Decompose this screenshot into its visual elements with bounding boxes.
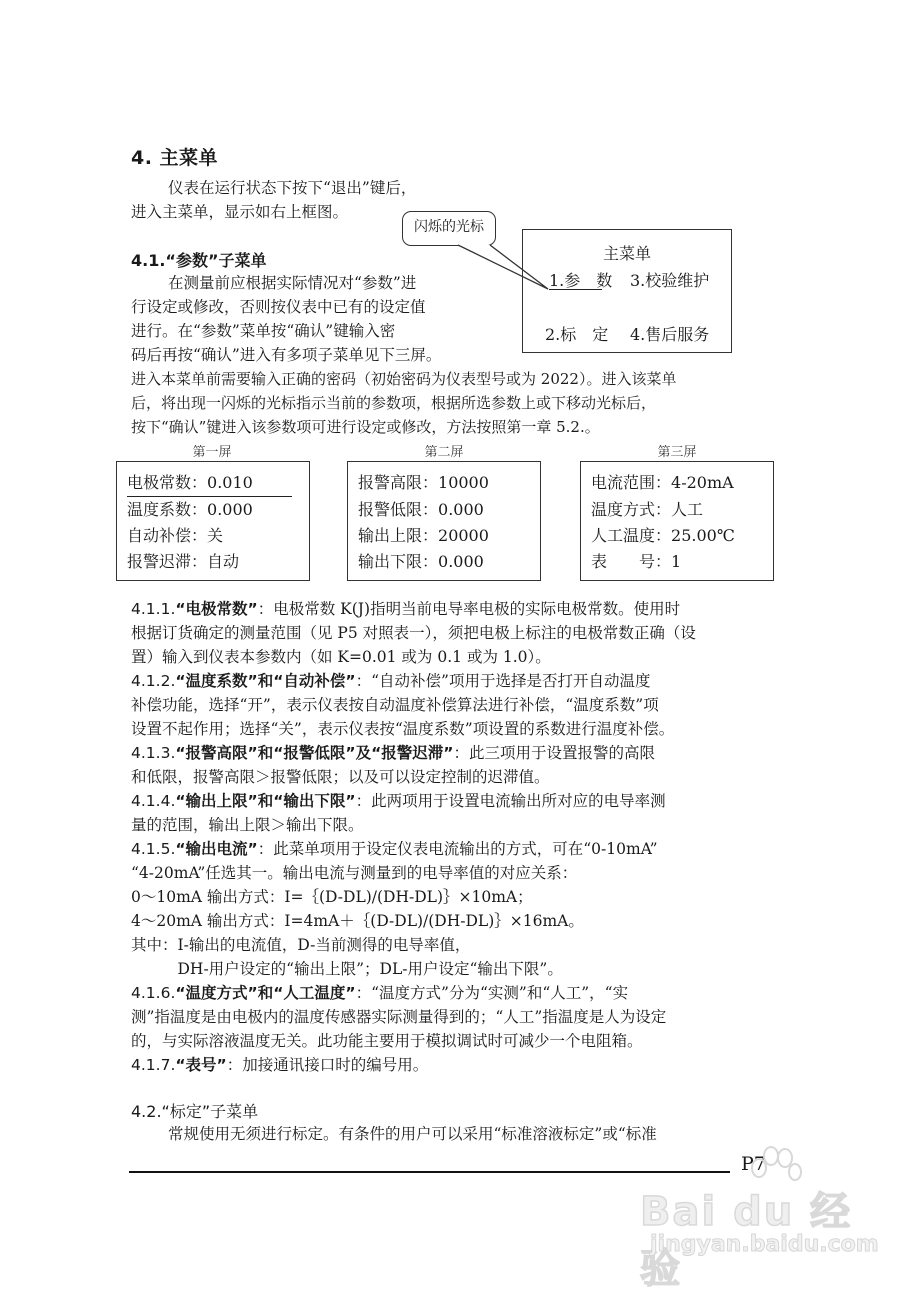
item-number: 4.1.3. (131, 744, 176, 762)
screen-3-box (580, 461, 774, 581)
item-term: “输出电流” (175, 840, 258, 858)
baidu-jingyan-watermark (640, 1180, 879, 1292)
watermark-logo: Bai du 经验 (640, 1189, 853, 1292)
item-text: ：加接通讯接口时的编号用。 (226, 1056, 429, 1074)
section-4-intro-line-2: 进入主菜单，显示如右上框图。 (131, 203, 349, 221)
desc-4-1-5-line: DH-用户设定的“输出上限”；DL-用户设定“输出下限”。 (131, 960, 563, 978)
field-label: 温度系数： (127, 500, 208, 519)
item-term: “温度系数”和“自动补偿” (175, 672, 356, 690)
screen-row (591, 523, 735, 546)
field-value: 10000 (438, 473, 489, 492)
desc-4-1-6-line: 的，与实际溶液温度无关。此功能主要用于模拟调试时可减少一个电阻箱。 (131, 1032, 643, 1050)
main-menu-screen (522, 229, 732, 353)
field-label: 输出上限： (358, 526, 439, 545)
menu-item-parameters[interactable]: 1.参 数 (549, 271, 613, 290)
watermark-url: jingyan.baidu.com (650, 1232, 879, 1257)
formula-0-10ma: 0～10mA 输出方式：I=｛(D-DL)/(DH-DL)｝×10mA； (131, 888, 533, 906)
item-number: 4.1.6. (131, 984, 176, 1002)
item-number: 4.1.2. (131, 672, 176, 690)
field-value: 0.010 (207, 473, 253, 492)
cursor-underline (549, 289, 602, 290)
field-label: 表 号： (591, 552, 672, 571)
section-4-title: 4. 主菜单 (131, 147, 219, 169)
field-value: 自动 (207, 552, 240, 571)
section-4-1-intro-line: 进入本菜单前需要输入正确的密码（初始密码为仪表型号或为 2022）。进入该菜单 (131, 370, 677, 388)
menu-item-calibration-maintenance[interactable]: 3.校验维护 (630, 271, 710, 290)
screen-3-label: 第三屏 (657, 445, 697, 460)
desc-4-1-2-line: 补偿功能，选择“开”，表示仪表按自动温度补偿算法进行补偿，“温度系数”项 (131, 696, 659, 714)
page-number: P7 (741, 1153, 766, 1175)
desc-4-1-6-line-1 (131, 982, 628, 1006)
desc-4-1-7-line-1 (131, 1054, 428, 1078)
screen-row (358, 497, 484, 520)
section-4-1-title: 4.1.“参数”子菜单 (131, 251, 267, 270)
callout-label: 闪烁的光标 (414, 219, 484, 235)
screen-1-box (116, 461, 310, 581)
desc-4-1-1-line: 根据订货确定的测量范围（见 P5 对照表一），须把电极上标注的电极常数正确（设 (131, 624, 696, 642)
item-text: ：“温度方式”分为“实测”和“人工”，“实 (355, 984, 629, 1002)
desc-4-1-3-line: 和低限，报警高限＞报警低限；以及可以设定控制的迟滞值。 (131, 768, 550, 786)
main-menu-title: 主菜单 (602, 244, 651, 263)
item-text: ：电极常数 K(J)指明当前电导率电极的实际电极常数。使用时 (257, 600, 681, 618)
screen-row (591, 549, 681, 572)
desc-4-1-5-line: “4-20mA”任选其一。输出电流与测量到的电导率值的对应关系： (131, 864, 578, 882)
field-value: 0.000 (207, 500, 253, 519)
section-4-2-title: 4.2.“标定”子菜单 (131, 1102, 259, 1121)
screen-row (358, 549, 484, 572)
menu-item-calibrate[interactable]: 2.标 定 (545, 325, 609, 344)
item-number: 4.1.4. (131, 792, 176, 810)
screen-row (127, 549, 239, 572)
field-label: 电极常数： (127, 473, 208, 492)
desc-4-1-4-line: 量的范围，输出上限＞输出下限。 (131, 816, 364, 834)
item-number: 4.1.5. (131, 840, 176, 858)
field-label: 报警低限： (358, 500, 439, 519)
item-number: 4.1.1. (131, 600, 176, 618)
section-4-1-intro-line: 码后再按“确认”进入有多项子菜单见下三屏。 (131, 346, 442, 364)
desc-4-1-5-line: 其中：I-输出的电流值，D-当前测得的电导率值， (131, 936, 471, 954)
item-text: ：此菜单项用于设定仪表电流输出的方式，可在“0-10mA” (257, 840, 658, 858)
field-label: 电流范围： (591, 473, 672, 492)
field-label: 报警迟滞： (127, 552, 208, 571)
section-4-2-line: 常规使用无须进行标定。有条件的用户可以采用“标准溶液标定”或“标准 (168, 1125, 657, 1143)
field-label: 自动补偿： (127, 526, 208, 545)
item-term: “温度方式”和“人工温度” (175, 984, 356, 1002)
item-number: 4.1.7. (131, 1056, 176, 1074)
field-value: 关 (207, 526, 224, 545)
desc-4-1-1-line-1 (131, 598, 680, 622)
screen-row (358, 470, 489, 493)
section-4-1-intro-line: 按下“确认”键进入该参数项可进行设定或修改，方法按照第一章 5.2.。 (131, 418, 600, 436)
desc-4-1-2-line-1 (131, 670, 650, 694)
field-value: 20000 (438, 526, 489, 545)
section-4-intro-line-1: 仪表在运行状态下按下“退出”键后， (168, 179, 417, 197)
field-value: 0.000 (438, 500, 484, 519)
desc-4-1-6-line: 测”指温度是由电极内的温度传感器实际测量得到的；“人工”指温度是人为设定 (131, 1008, 667, 1026)
screen-2-label: 第二屏 (424, 445, 464, 460)
formula-4-20ma: 4～20mA 输出方式：I=4mA＋｛(D-DL)/(DH-DL)｝×16mA。 (131, 912, 584, 930)
screen-row (127, 523, 223, 546)
item-term: “输出上限”和“输出下限” (175, 792, 356, 810)
desc-4-1-4-line-1 (131, 790, 666, 814)
item-term: “报警高限”和“报警低限”及“报警迟滞” (175, 744, 454, 762)
item-text: ：此三项用于设置报警的高限 (453, 744, 656, 762)
item-term: “表号” (175, 1056, 227, 1074)
item-text: ：此两项用于设置电流输出所对应的电导率测 (355, 792, 666, 810)
item-text: ：“自动补偿”项用于选择是否打开自动温度 (355, 672, 651, 690)
section-4-1-intro-line: 进行。在“参数”菜单按“确认”键输入密 (131, 322, 396, 340)
field-label: 温度方式： (591, 500, 672, 519)
screen-row (358, 523, 489, 546)
field-value: 25.00℃ (671, 526, 735, 545)
field-label: 人工温度： (591, 526, 672, 545)
section-4-1-intro-line: 在测量前应根据实际情况对“参数”进 (168, 274, 417, 292)
footer-rule (129, 1171, 730, 1173)
field-value: 0.000 (438, 552, 484, 571)
desc-4-1-1-line: 置）输入到仪表本参数内（如 K=0.01 或为 0.1 或为 1.0）。 (131, 648, 551, 666)
item-term: “电极常数” (175, 600, 258, 618)
field-value: 1 (671, 552, 682, 571)
screen-2-box (347, 461, 541, 581)
desc-4-1-2-line: 设置不起作用；选择“关”，表示仪表按“温度系数”项设置的系数进行温度补偿。 (131, 720, 675, 738)
screen-row (127, 470, 253, 493)
menu-item-after-sales[interactable]: 4.售后服务 (630, 325, 710, 344)
screen-1-label: 第一屏 (192, 445, 232, 460)
screen-row (127, 497, 253, 520)
desc-4-1-5-line-1 (131, 838, 658, 862)
section-4-1-intro-line: 行设定或修改，否则按仪表中已有的设定值 (131, 298, 426, 316)
section-4-1-intro-line: 后，将出现一闪烁的光标指示当前的参数项，根据所选参数上或下移动光标后， (131, 394, 657, 412)
field-value: 人工 (671, 500, 704, 519)
field-label: 报警高限： (358, 473, 439, 492)
desc-4-1-3-line-1 (131, 742, 655, 766)
screen-row (591, 470, 734, 493)
screen-row (591, 497, 703, 520)
field-value: 4-20mA (671, 473, 734, 492)
field-label: 输出下限： (358, 552, 439, 571)
